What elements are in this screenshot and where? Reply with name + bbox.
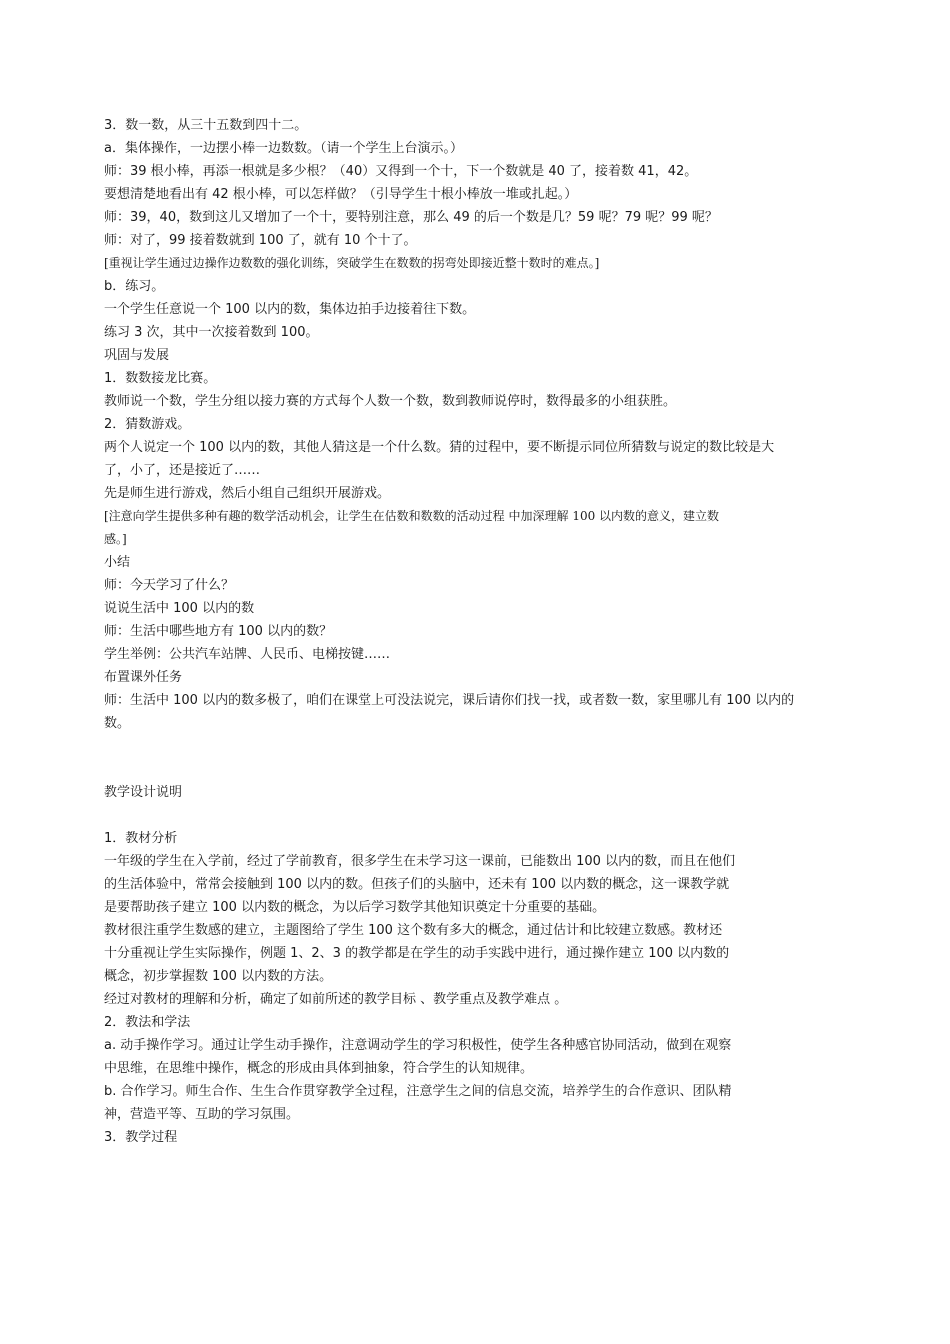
text-line: 中思维，在思维中操作，概念的形成由具体到抽象，符合学生的认知规律。 — [104, 1061, 534, 1076]
text-line: a. 动手操作学习。通过让学生动手操作，注意调动学生的学习积极性，使学生各种感官协同活动，做到在观察 — [104, 1038, 732, 1053]
text-line: 数。 — [104, 716, 131, 731]
text-line: 两个人说定一个 100 以内的数，其他人猜这是一个什么数。猜的过程中，要不断提示同位所猜数与说定的数比较是大 — [104, 440, 775, 455]
spacer — [104, 804, 846, 827]
text-line: 教材很注重学生数感的建立，主题图给了学生 100 这个数有多大的概念，通过估计和比较建立数感。教材还 — [104, 923, 723, 938]
text-line: 学生举例：公共汽车站牌、人民币、电梯按键…… — [104, 647, 391, 662]
design-section — [104, 827, 846, 1149]
section-heading: 3．教学过程 — [104, 1130, 178, 1145]
text-line: 了，小了，还是接近了…… — [104, 463, 261, 478]
design-title: 教学设计说明 — [104, 785, 183, 800]
text-line: 要想清楚地看出有 42 根小棒，可以怎样做？（引导学生十根小棒放一堆或扎起。） — [104, 187, 578, 202]
document-page — [104, 114, 846, 1149]
text-line: 先是师生进行游戏，然后小组自己组织开展游戏。 — [104, 486, 391, 501]
spacer — [104, 758, 846, 781]
section-heading: 1．教材分析 — [104, 831, 178, 846]
text-line: 的生活体验中，常常会接触到 100 以内的数。但孩子们的头脑中，还未有 100 以内数的概念，这一课教学就 — [104, 877, 730, 892]
text-line: 师：生活中哪些地方有 100 以内的数？ — [104, 624, 333, 639]
text-line: 经过对教材的理解和分析，确定了如前所述的教学目标 、教学重点及教学难点 。 — [104, 992, 568, 1007]
teaching-note: [注意向学生提供多种有趣的数学活动机会，让学生在估数和数数的活动过程 中加深理解 100 以内数的意义，建立数 — [104, 509, 720, 523]
section-heading: 2．教法和学法 — [104, 1015, 191, 1030]
text-line: 师：39，40，数到这儿又增加了一个十，要特别注意，那么 49 的后一个数是几？59 呢？79 呢？99 呢？ — [104, 210, 718, 225]
text-line: 神，营造平等、互助的学习氛围。 — [104, 1107, 300, 1122]
section-heading: 小结 — [104, 555, 131, 570]
text-line: a．集体操作，一边摆小棒一边数数。（请一个学生上台演示。） — [104, 141, 463, 156]
text-line: 3．数一数，从三十五数到四十二。 — [104, 118, 308, 133]
text-line: 概念，初步掌握数 100 以内数的方法。 — [104, 969, 333, 984]
text-line: b．练习。 — [104, 279, 165, 294]
text-line: 是要帮助孩子建立 100 以内数的概念，为以后学习数学其他知识奠定十分重要的基础。 — [104, 900, 606, 915]
section-heading: 布置课外任务 — [104, 670, 183, 685]
text-line: 师：对了，99 接着数就到 100 了，就有 10 个十了。 — [104, 233, 417, 248]
lesson-section — [104, 114, 846, 735]
text-line: 2．猜数游戏。 — [104, 417, 191, 432]
text-line: 说说生活中 100 以内的数 — [104, 601, 255, 616]
text-line: 一个学生任意说一个 100 以内的数，集体边拍手边接着往下数。 — [104, 302, 476, 317]
text-line: b. 合作学习。师生合作、生生合作贯穿教学全过程，注意学生之间的信息交流，培养学生的合作意识、团队精 — [104, 1084, 732, 1099]
teaching-note: [重视让学生通过边操作边数数的强化训练，突破学生在数数的拐弯处即接近整十数时的难点。] — [104, 256, 600, 270]
text-line: 十分重视让学生实际操作，例题 1、2、3 的教学都是在学生的动手实践中进行，通过操作建立 100 以内数的 — [104, 946, 730, 961]
spacer — [104, 735, 846, 758]
section-heading: 巩固与发展 — [104, 348, 170, 363]
text-line: 一年级的学生在入学前，经过了学前教育，很多学生在未学习这一课前，已能数出 100 以内的数，而且在他们 — [104, 854, 736, 869]
text-line: 1．数数接龙比赛。 — [104, 371, 217, 386]
text-line: 教师说一个数，学生分组以接力赛的方式每个人数一个数，数到教师说停时，数得最多的小组获胜。 — [104, 394, 677, 409]
text-line: 练习 3 次，其中一次接着数到 100。 — [104, 325, 319, 340]
teaching-note: 感。] — [104, 532, 127, 546]
text-line: 师：今天学习了什么？ — [104, 578, 235, 593]
text-line: 师：39 根小棒，再添一根就是多少根？（40）又得到一个十，下一个数就是 40 了，接着数 41，42。 — [104, 164, 698, 179]
text-line: 师：生活中 100 以内的数多极了，咱们在课堂上可没法说完，课后请你们找一找，或者数一数，家里哪儿有 100 以内的 — [104, 693, 795, 708]
